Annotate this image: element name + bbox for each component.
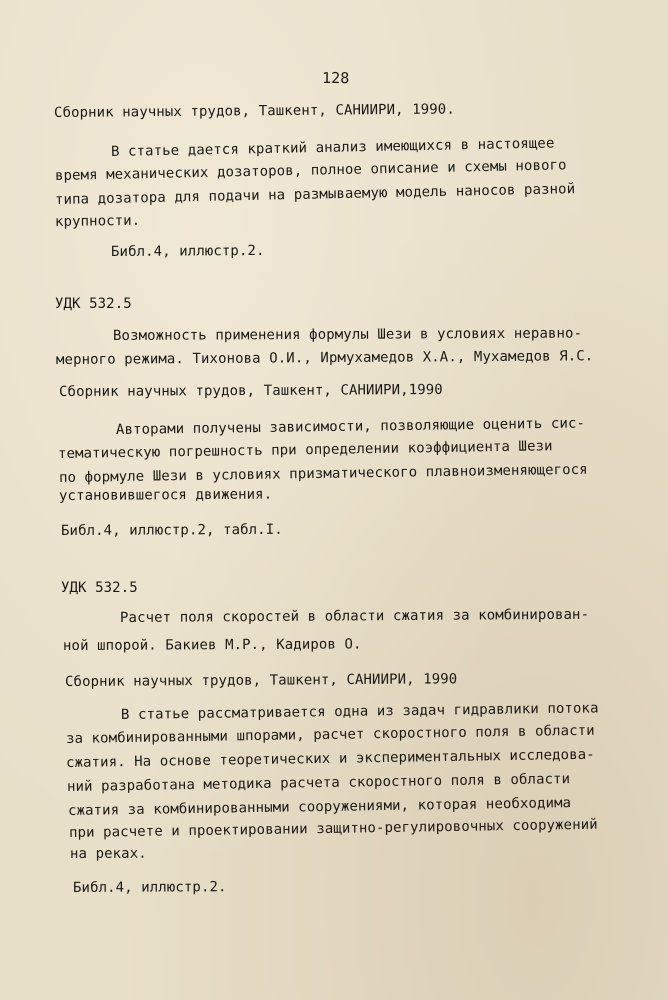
entry-3-abstract-line-7: на реках. bbox=[69, 845, 147, 862]
entry-1-abstract-line-3: типа дозатора для подачи на размываемую модель наносов разной bbox=[54, 181, 576, 208]
entry-3-abstract-line-1: В статье рассматривается одна из задач гидравлики потока bbox=[120, 700, 599, 723]
entry-1-abstract-line-2: время механических дозаторов, полное описание и схемы нового bbox=[54, 157, 567, 184]
entry-3-title-line-1: Расчет поля скоростей в области сжатия за комбинирован- bbox=[119, 606, 590, 626]
entry-1-abstract-line-1: В статье дается краткий анализ имеющихся в настоящее bbox=[110, 135, 555, 160]
entry-3-abstract-line-5: сжатия за комбинированными сооружениями, которая необходима bbox=[67, 795, 572, 819]
entry-2-title-line-2: мерного режима. Тихонова О.И., Ирмухамедов Х.А., Мухамедов Я.С. bbox=[55, 348, 594, 368]
entry-2-abstract-line-1: Авторами получены зависимости, позволяющие оценить сис- bbox=[115, 415, 586, 438]
entry-2-title-line-1: Возможность применения формулы Шези в условиях неравно- bbox=[112, 325, 583, 344]
entry-3-udk: УДК 532.5 bbox=[61, 580, 138, 596]
entry-2-abstract-line-3: по формуле Шези в условиях призматического плавноизменяющегося bbox=[58, 461, 588, 486]
entry-1-biblio: Библ.4, иллюстр.2. bbox=[110, 242, 265, 260]
entry-2-udk: УДК 532.5 bbox=[55, 296, 132, 312]
entry-3-abstract-line-4: ний разработана методика расчета скоростного поля в области bbox=[66, 771, 571, 795]
entry-3-abstract-line-6: при расчете и проектировании защитно-регулировочных сооружений bbox=[68, 816, 598, 841]
entry-2-abstract-line-2: тематическую погрешность при определении коэффициента Шези bbox=[57, 438, 553, 462]
page-number: 128 bbox=[321, 69, 350, 88]
entry-3-source: Сборник научных трудов, Ташкент, САНИИРИ, 1990 bbox=[64, 671, 458, 690]
entry-2-source: Сборник научных трудов, Ташкент, САНИИРИ,1990 bbox=[58, 381, 443, 400]
entry-3-abstract-line-3: сжатия. На основе теоретических и экспериментальных исследова- bbox=[65, 746, 595, 771]
entry-1-abstract-line-4: крупности. bbox=[54, 212, 141, 230]
entry-2-biblio: Библ.4, иллюстр.2, табл.I. bbox=[60, 521, 283, 539]
entry-3-title-line-2: ной шпорой. Бакиев М.Р., Кадиров О. bbox=[62, 636, 362, 654]
entry-1-source: Сборник научных трудов, Ташкент, САНИИРИ, 1990. bbox=[53, 101, 455, 121]
entry-3-abstract-line-2: за комбинированными шпорами, расчет скоростного поля в области bbox=[65, 722, 595, 747]
entry-3-biblio: Библ.4, иллюстр.2. bbox=[72, 879, 227, 896]
entry-2-abstract-line-4: установившегося движения. bbox=[58, 486, 273, 504]
